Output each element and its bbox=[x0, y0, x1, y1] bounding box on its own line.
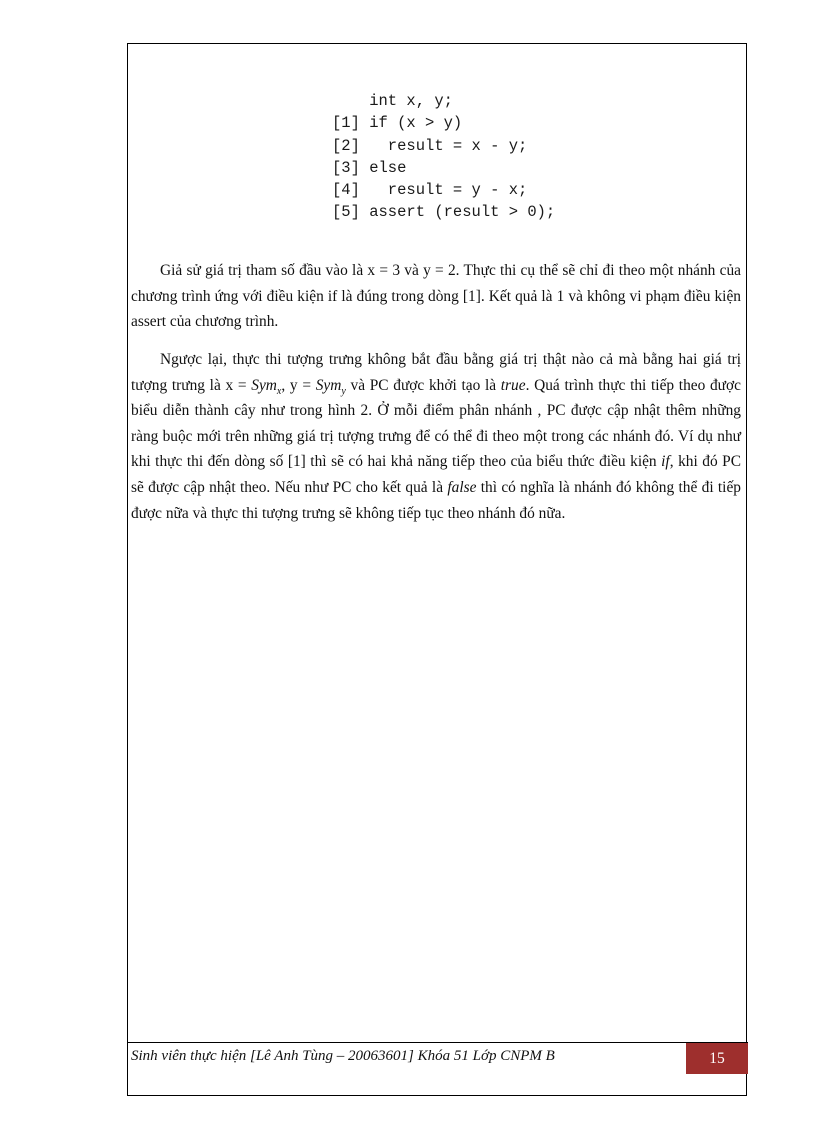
para2-text-6: thì có nghĩa là nhánh đó không thể đi tiếp được nữa và thực thi tượng trưng sẽ không tiếp tục theo nhánh đó nữa. bbox=[131, 478, 741, 522]
para2-text-4: . Quá trình thực thi tiếp theo được biểu diễn thành cây như trong hình 2. Ở mỗi điểm phân nhánh , PC được cập nhật thêm những ràng buộc mới trên những giá trị tượng trưng để có thể đi theo một trong các nhánh đó. Ví dụ như khi thực thi đến dòng số [1] thì sẽ có hai khả năng tiếp theo của biểu thức điều kiện bbox=[131, 376, 741, 471]
false-keyword: false bbox=[447, 478, 477, 496]
code-line-2: [2] result = x - y; bbox=[332, 136, 528, 155]
para2-text-3: và PC được khởi tạo là bbox=[345, 376, 501, 394]
code-line-decl: int x, y; bbox=[332, 92, 453, 110]
para2-text-1: Ngược lại, thực thi tượng trưng không bắt đầu bằng giá trị thật nào cả mà bằng hai giá trị tượng trưng là x = bbox=[131, 351, 741, 394]
sym-x-symbol: Sym$_x$ bbox=[251, 376, 282, 397]
code-line-4: [4] result = y - x; bbox=[332, 181, 528, 200]
sym-y-symbol: Sym$_y$ bbox=[315, 376, 346, 397]
code-line-3: [3] else bbox=[332, 158, 407, 177]
page-number-badge bbox=[686, 1043, 748, 1074]
footer-author-info: Sinh viên thực hiện [Lê Anh Tùng – 20063601] Khóa 51 Lớp CNPM B bbox=[131, 1048, 555, 1064]
page-number: 15 bbox=[709, 1049, 725, 1067]
if-keyword: if bbox=[661, 453, 670, 471]
para2-text-2: , y = bbox=[281, 376, 316, 394]
code-line-1: [1] if (x > y) bbox=[332, 114, 463, 133]
symbolic-execution-paragraph bbox=[131, 347, 741, 526]
footer-divider bbox=[127, 1042, 748, 1043]
code-snippet bbox=[332, 90, 555, 224]
para2-text-5: , khi đó PC sẽ được cập nhật theo. Nếu như PC cho kết quả là bbox=[131, 453, 741, 496]
true-keyword: true bbox=[500, 376, 526, 394]
concrete-execution-paragraph: Giả sử giá trị tham số đầu vào là x = 3 và y = 2. Thực thi cụ thể sẽ chỉ đi theo một nhánh của chương trình ứng với điều kiện if là đúng trong dòng [1]. Kết quả là 1 và không vi phạm điều kiện assert của chương trình. bbox=[131, 262, 741, 331]
code-line-5: [5] assert (result > 0); bbox=[332, 203, 556, 222]
